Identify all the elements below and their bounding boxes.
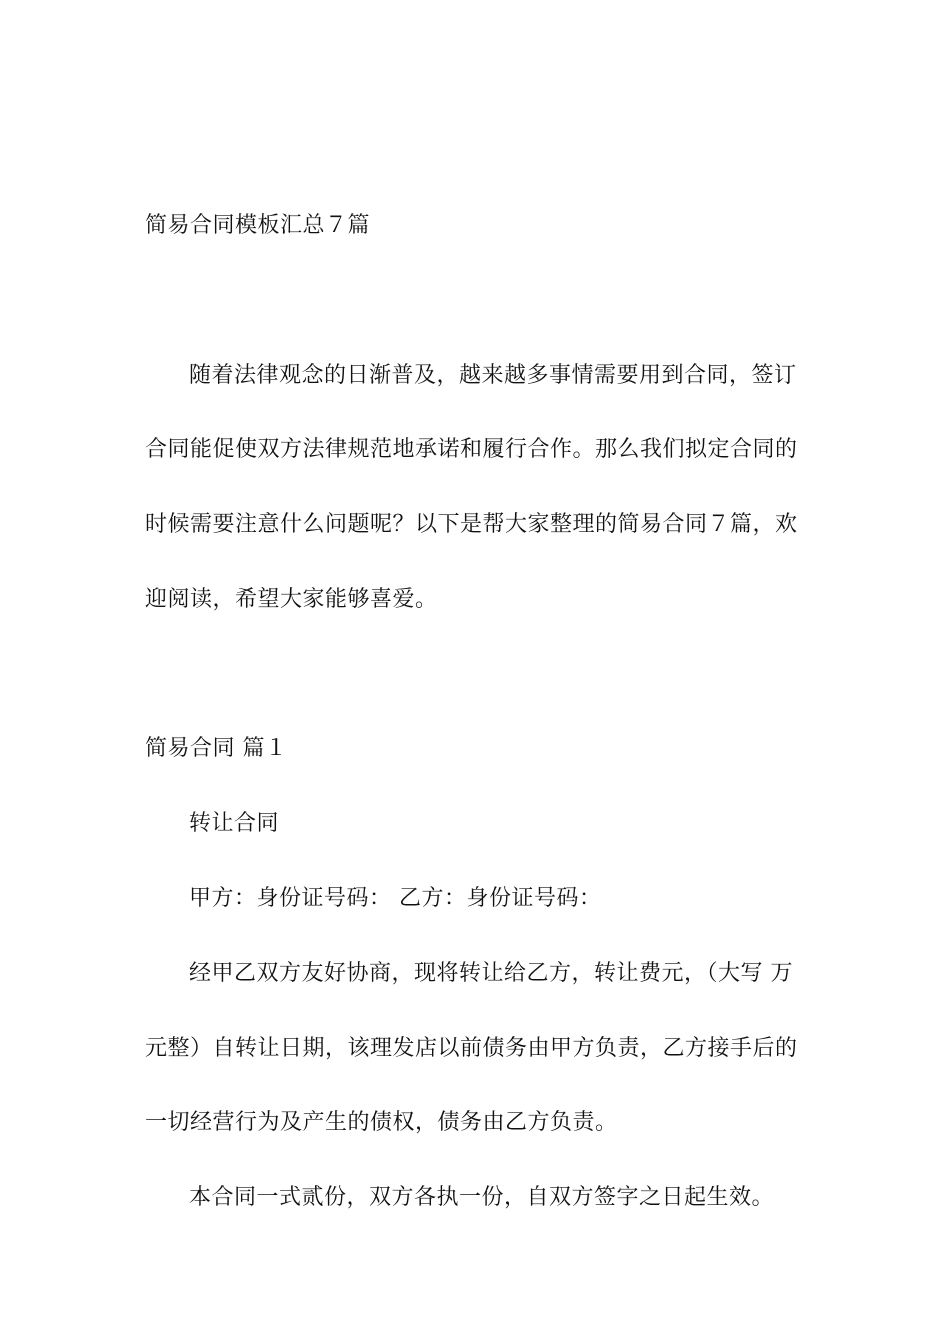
intro-line-4: 迎阅读，希望大家能够喜爱。 [145, 587, 438, 612]
body-line-1: 经甲乙双方友好协商，现将转让给乙方，转让费元，（大写 万 [189, 961, 793, 986]
body-line-2: 元整）自转让日期，该理发店以前债务由甲方负责，乙方接手后的 [145, 1036, 798, 1061]
body-line-3: 一切经营行为及产生的债权，债务由乙方负责。 [145, 1110, 618, 1135]
document-title: 简易合同模板汇总７篇 [145, 213, 371, 238]
intro-line-2: 合同能促使双方法律规范地承诺和履行合作。那么我们拟定合同的 [145, 437, 798, 462]
intro-line-3: 时候需要注意什么问题呢？以下是帮大家整理的简易合同７篇，欢 [145, 512, 798, 537]
body-line-4: 本合同一式贰份，双方各执一份，自双方签字之日起生效。 [189, 1185, 775, 1210]
parties-line: 甲方：身份证号码： 乙方：身份证号码： [189, 886, 602, 911]
intro-line-1: 随着法律观念的日渐普及，越来越多事情需要用到合同，签订 [189, 363, 797, 388]
section-heading: 简易合同 篇１ [145, 736, 288, 761]
contract-title: 转让合同 [189, 811, 280, 836]
